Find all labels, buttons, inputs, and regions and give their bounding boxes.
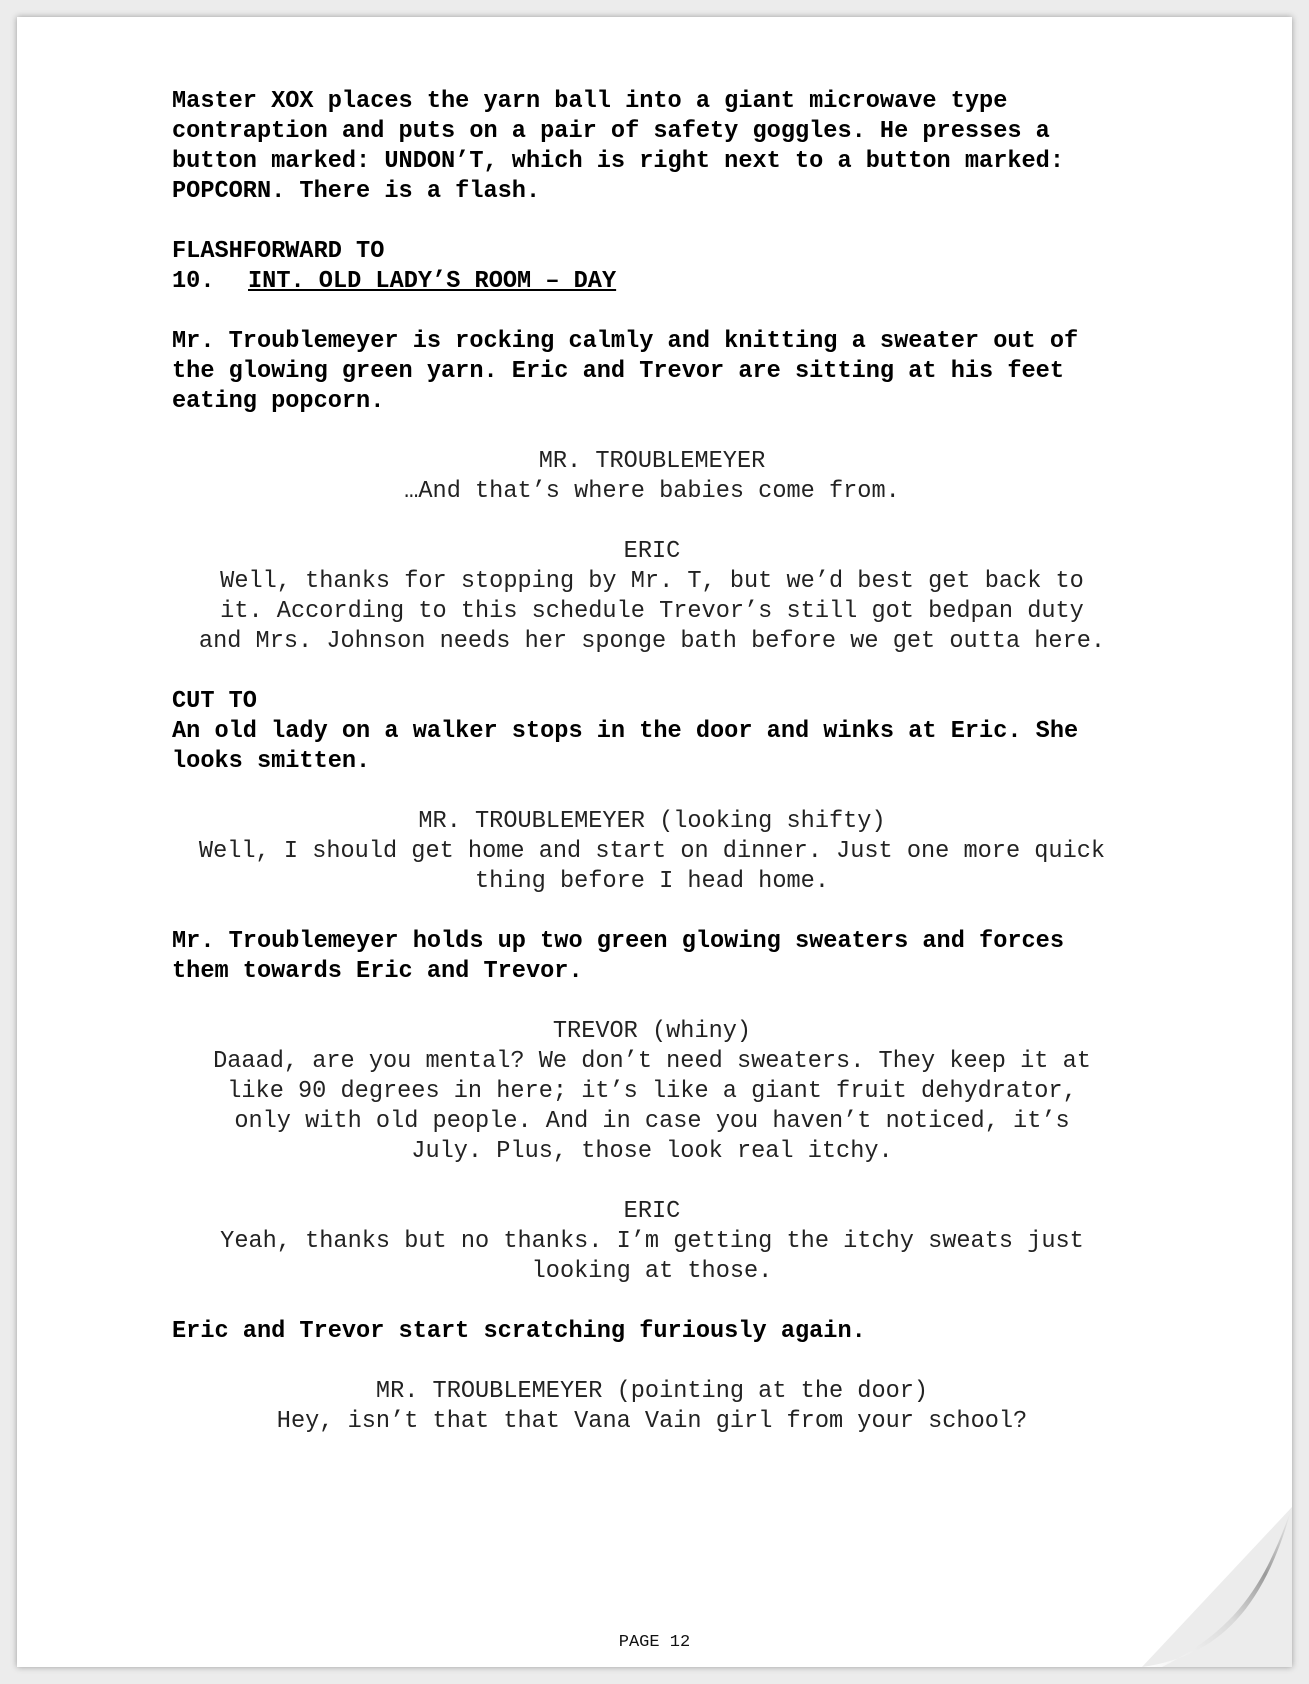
action-block: Mr. Troublemeyer is rocking calmly and knitting a sweater out of the glowing green yarn. Eric and Trevor are sitting at his feet eating popcorn. xyxy=(172,328,1079,415)
dialogue-line: Hey, isn’t that that Vana Vain girl from your school? xyxy=(276,1408,1028,1435)
scene-heading-line xyxy=(172,267,1132,297)
character-name: ERIC xyxy=(623,538,681,565)
action-block: Eric and Trevor start scratching furiously again. xyxy=(172,1318,866,1345)
action-block: Master XOX places the yarn ball into a giant microwave type contraption and puts on a pair of safety goggles. He presses a button marked: UNDON’T, which is right next to a button marked: POPCORN. There is a flash. xyxy=(172,88,1064,205)
dialogue-line: Yeah, thanks but no thanks. I’m getting the itchy sweats just xyxy=(220,1228,1084,1255)
character-name: ERIC xyxy=(623,1198,681,1225)
character-name: MR. TROUBLEMEYER (pointing at the door) xyxy=(375,1378,929,1405)
dialogue-block xyxy=(172,1377,1132,1437)
page-number: PAGE 12 xyxy=(618,1633,691,1652)
dialogue-line: thing before I head home. xyxy=(475,868,829,895)
dialogue-block xyxy=(172,447,1132,507)
action-block: Mr. Troublemeyer holds up two green glowing sweaters and forces them towards Eric and Trevor. xyxy=(172,928,1064,985)
transition: CUT TO xyxy=(172,688,257,715)
scene-number: 10. xyxy=(172,268,215,295)
dialogue-line: Daaad, are you mental? We don’t need sweaters. They keep it at xyxy=(213,1048,1091,1075)
dialogue-line: looking at those. xyxy=(531,1258,773,1285)
page-curl-decoration xyxy=(1142,1507,1292,1667)
character-name: MR. TROUBLEMEYER (looking shifty) xyxy=(418,808,886,835)
character-name: TREVOR (whiny) xyxy=(552,1018,752,1045)
script-body xyxy=(172,87,1132,1467)
character-name: MR. TROUBLEMEYER xyxy=(538,448,766,475)
dialogue-line: like 90 degrees in here; it’s like a giant fruit dehydrator, xyxy=(227,1078,1077,1105)
dialogue-block xyxy=(172,537,1132,657)
dialogue-line: it. According to this schedule Trevor’s still got bedpan duty xyxy=(220,598,1084,625)
dialogue-line: …And that’s where babies come from. xyxy=(404,478,900,505)
screenplay-page xyxy=(17,17,1292,1667)
dialogue-block xyxy=(172,1197,1132,1287)
dialogue-line: and Mrs. Johnson needs her sponge bath before we get outta here. xyxy=(198,628,1106,655)
dialogue-line: only with old people. And in case you haven’t noticed, it’s xyxy=(234,1108,1070,1135)
scene-heading: INT. OLD LADY’S ROOM – DAY xyxy=(248,268,617,295)
dialogue-line: Well, thanks for stopping by Mr. T, but we’d best get back to xyxy=(220,568,1084,595)
dialogue-block xyxy=(172,1017,1132,1167)
transition: FLASHFORWARD TO xyxy=(172,238,385,265)
dialogue-line: July. Plus, those look real itchy. xyxy=(411,1138,893,1165)
dialogue-block xyxy=(172,807,1132,897)
action-block: An old lady on a walker stops in the door and winks at Eric. She looks smitten. xyxy=(172,718,1079,775)
dialogue-line: Well, I should get home and start on dinner. Just one more quick xyxy=(198,838,1106,865)
